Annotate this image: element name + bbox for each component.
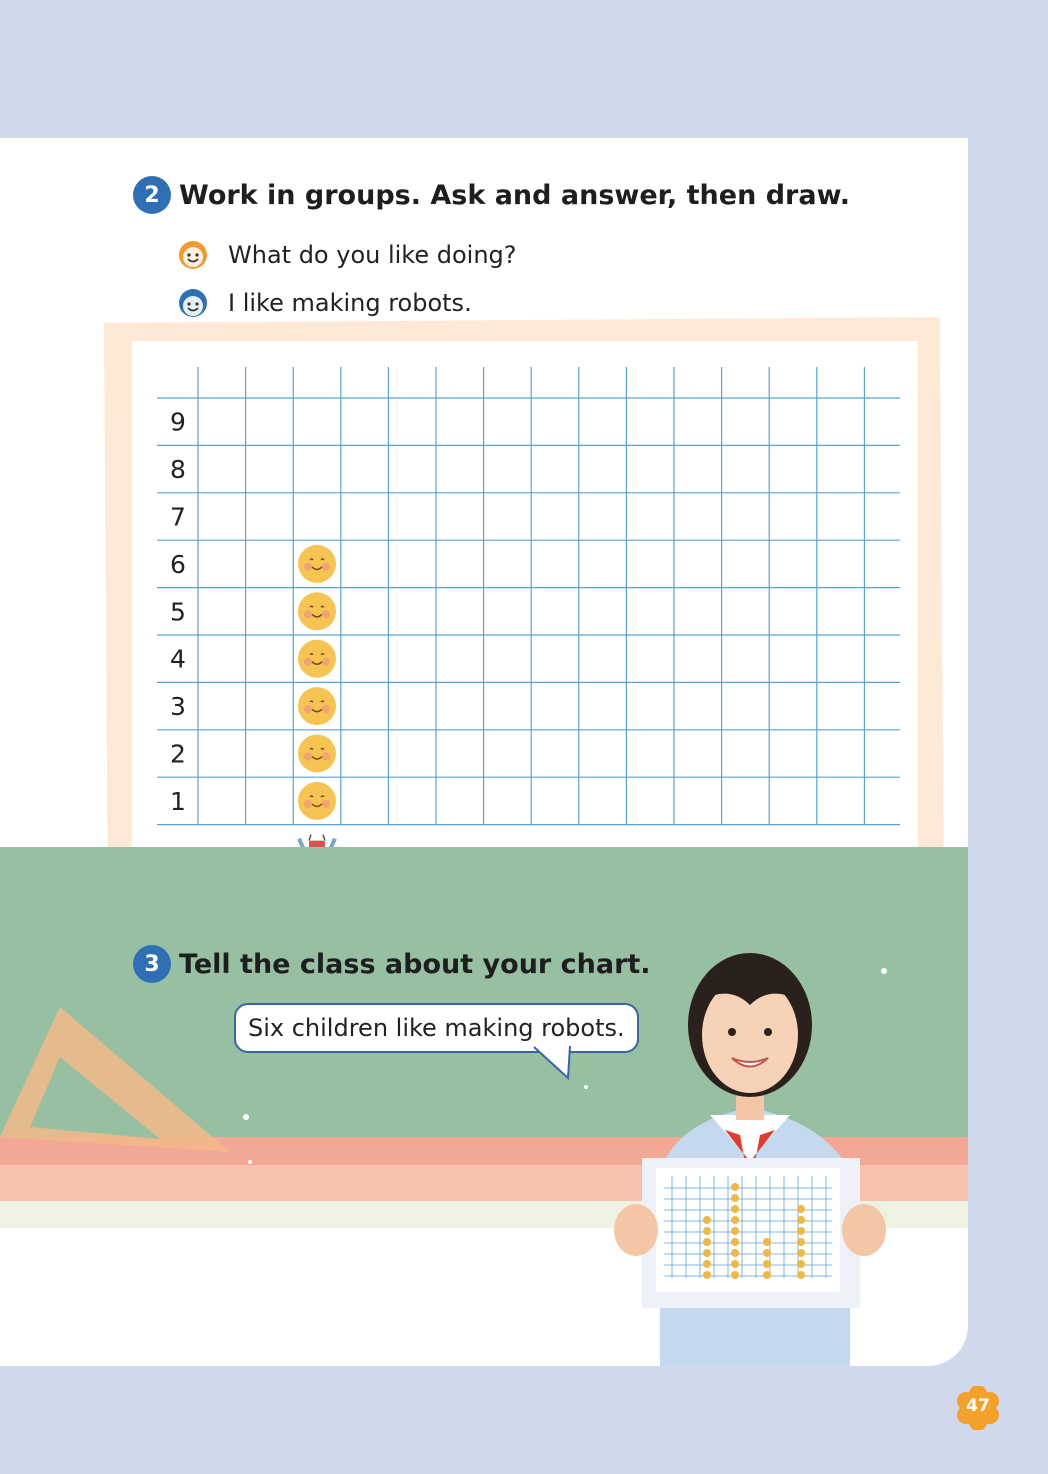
y-tick-label: 7 xyxy=(170,502,186,532)
speech-bubble: Six children like making robots. xyxy=(234,1003,639,1053)
speech-bubble-tail xyxy=(530,1046,576,1080)
y-tick-label: 1 xyxy=(170,786,186,816)
girl-holding-chart-photo xyxy=(600,930,900,1366)
smiley-face-mark xyxy=(298,782,336,820)
smiley-face-mark xyxy=(298,545,336,583)
y-tick-label: 2 xyxy=(170,739,186,769)
y-tick-label: 4 xyxy=(170,644,186,674)
y-tick-label: 6 xyxy=(170,549,186,579)
question-text: What do you like doing? xyxy=(228,241,517,269)
page-number-badge xyxy=(956,1386,1000,1430)
y-tick-label: 3 xyxy=(170,692,186,722)
y-tick-label: 9 xyxy=(170,407,186,437)
orange-face-icon xyxy=(178,240,208,270)
smiley-face-mark xyxy=(298,735,336,773)
pictograph-chart xyxy=(132,341,918,889)
smiley-face-mark xyxy=(298,687,336,725)
section-2-instruction: Work in groups. Ask and answer, then draw. xyxy=(179,179,851,211)
smiley-face-mark xyxy=(298,592,336,630)
dialog-question xyxy=(178,240,517,270)
blue-face-icon xyxy=(178,288,208,318)
y-tick-label: 5 xyxy=(170,597,186,627)
dialog-answer xyxy=(178,288,472,318)
section-number-badge: 3 xyxy=(133,945,171,983)
smiley-face-mark xyxy=(298,640,336,678)
answer-text: I like making robots. xyxy=(228,289,472,317)
chart-sheet xyxy=(132,341,918,889)
section-3-heading xyxy=(133,945,651,983)
page-number: 47 xyxy=(966,1396,990,1416)
y-tick-label: 8 xyxy=(170,455,186,485)
section-number-badge: 2 xyxy=(133,176,171,214)
section-3-instruction: Tell the class about your chart. xyxy=(179,948,651,980)
section-2-heading xyxy=(133,176,850,214)
held-chart-paper xyxy=(642,1158,860,1308)
